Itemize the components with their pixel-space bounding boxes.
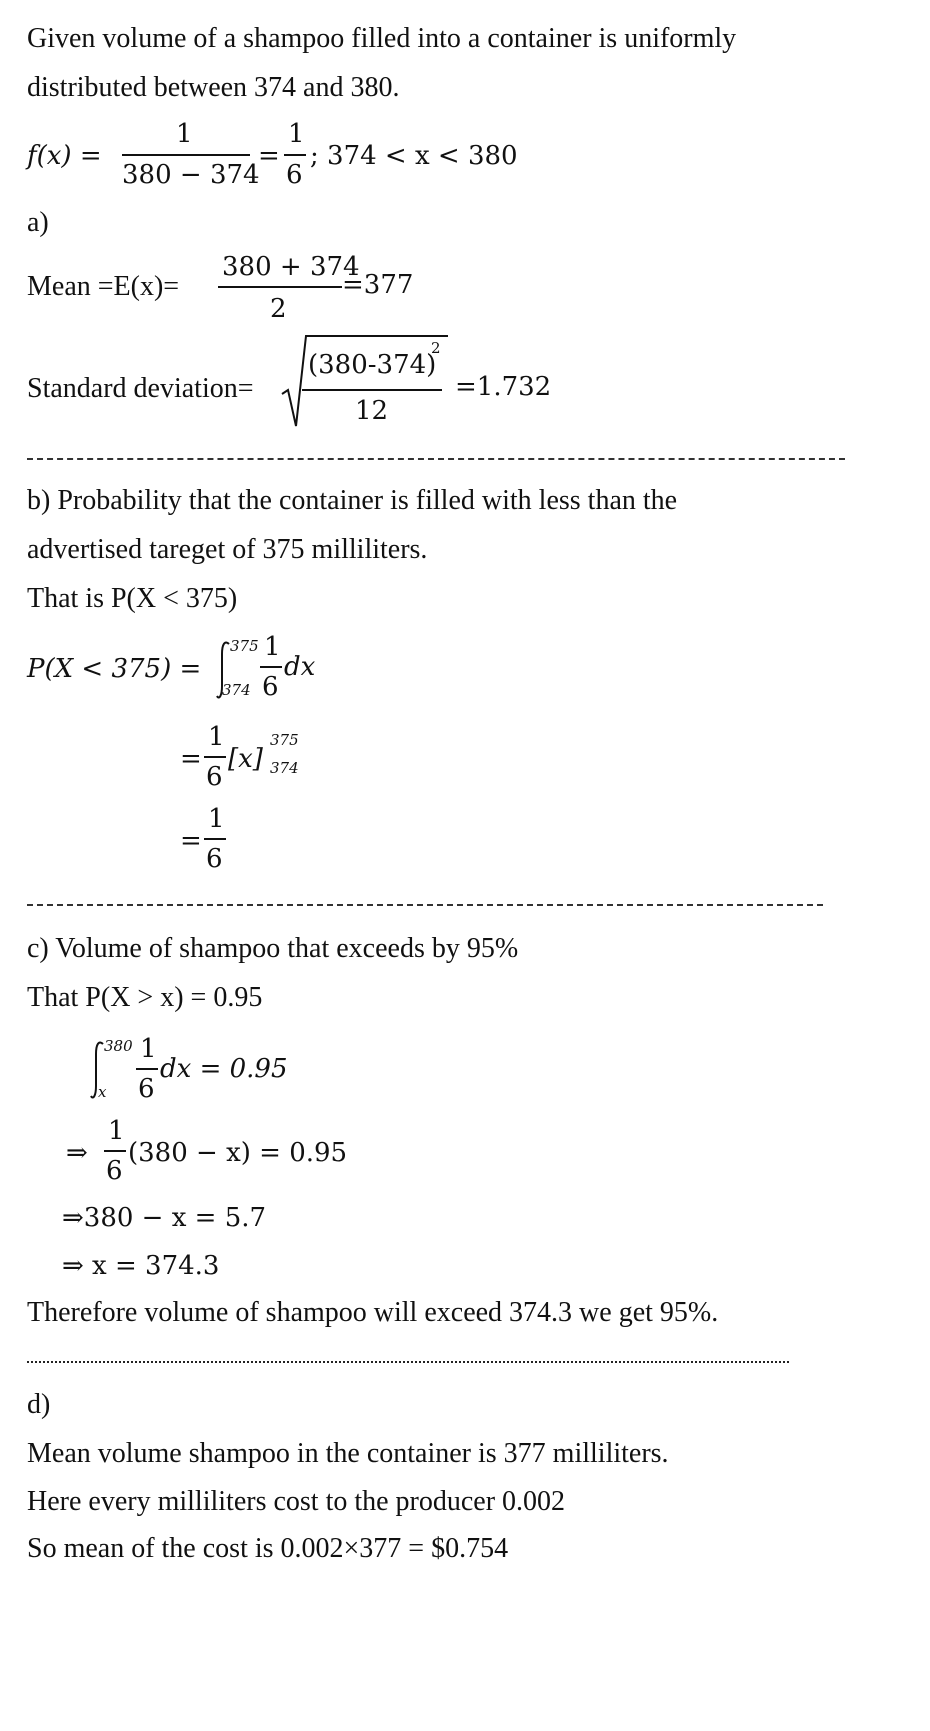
part-b-line-1: b) Probability that the container is filled with less than the	[27, 485, 678, 516]
prob-lhs: P(X < 375) =	[27, 654, 202, 684]
mean-numerator: 380 + 374	[222, 252, 360, 282]
volume-step2-bar	[104, 1150, 126, 1152]
step3-fraction-bar	[204, 838, 226, 840]
step2-denominator: 6	[206, 762, 223, 792]
mean-denominator: 2	[270, 294, 287, 324]
volume-step2-rhs: (380 − x) = 0.95	[128, 1138, 348, 1168]
volume-step-3: ⇒380 − x = 5.7	[62, 1203, 267, 1233]
sd-label: Standard deviation=	[27, 373, 254, 404]
pdf-equals: =	[258, 141, 280, 171]
volume-integrand-numerator: 1	[140, 1034, 157, 1064]
step2-lower-limit: 374	[270, 759, 299, 777]
pdf-fraction-bar-2	[284, 154, 306, 156]
volume-integrand-bar	[136, 1068, 158, 1070]
intro-line-2: distributed between 374 and 380.	[27, 72, 400, 103]
part-a-label: a)	[27, 207, 49, 238]
divider-3	[27, 1361, 789, 1363]
volume-step2-numerator: 1	[108, 1116, 125, 1146]
step2-equals: =	[180, 744, 202, 774]
part-d-line-2: Here every milliliters cost to the producer 0.002	[27, 1486, 566, 1517]
integral-lower-limit: 374	[222, 681, 251, 699]
step2-upper-limit: 375	[270, 731, 299, 749]
pdf-fraction-bar-1	[122, 154, 250, 156]
step2-fraction-bar	[204, 756, 226, 758]
divider-1	[27, 458, 845, 460]
part-c-that: That P(X > x) = 0.95	[27, 982, 263, 1013]
step3-numerator: 1	[208, 804, 225, 834]
volume-step-4: ⇒ x = 374.3	[62, 1251, 220, 1281]
part-d-line-1: Mean volume shampoo in the container is 377 milliliters.	[27, 1438, 669, 1469]
integrand-fraction-bar	[260, 666, 282, 668]
volume-step2-arrow: ⇒	[66, 1138, 88, 1168]
volume-step2-denominator: 6	[106, 1156, 123, 1186]
sd-result: =1.732	[455, 372, 552, 402]
divider-2	[27, 904, 823, 906]
mean-label: Mean =E(x)=	[27, 271, 180, 302]
integrand-dx: dx	[284, 652, 316, 682]
part-d-label: d)	[27, 1389, 51, 1420]
sd-numerator: (380-374)	[308, 350, 437, 380]
step2-bracket: [x]	[228, 744, 263, 774]
volume-integrand-denominator: 6	[138, 1074, 155, 1104]
integrand-numerator: 1	[264, 632, 281, 662]
step3-denominator: 6	[206, 844, 223, 874]
pdf-numerator-2: 1	[288, 119, 305, 149]
sd-denominator: 12	[355, 396, 389, 426]
pdf-lhs: f(x) =	[27, 141, 102, 171]
part-c-conclusion: Therefore volume of shampoo will exceed 374.3 we get 95%.	[27, 1297, 719, 1328]
step3-equals: =	[180, 826, 202, 856]
pdf-numerator-1: 1	[176, 119, 193, 149]
integrand-denominator: 6	[262, 672, 279, 702]
volume-integral-lower: x	[98, 1083, 107, 1101]
mean-result: =377	[342, 270, 414, 300]
integral-upper-limit: 375	[230, 637, 259, 655]
pdf-denominator-1: 380 − 374	[122, 160, 260, 190]
part-d-line-3: So mean of the cost is 0.002×377 = $0.754	[27, 1533, 509, 1564]
part-c-line-1: c) Volume of shampoo that exceeds by 95%	[27, 933, 519, 964]
pdf-range: ; 374 < x < 380	[310, 141, 518, 171]
part-b-line-2: advertised tareget of 375 milliliters.	[27, 534, 428, 565]
intro-line-1: Given volume of a shampoo filled into a container is uniformly	[27, 23, 737, 54]
pdf-denominator-2: 6	[286, 160, 303, 190]
volume-integral-rhs: dx = 0.95	[160, 1054, 288, 1084]
step2-numerator: 1	[208, 722, 225, 752]
sd-exponent: 2	[431, 339, 441, 357]
part-b-that-is: That is P(X < 375)	[27, 583, 238, 614]
volume-integral-upper: 380	[104, 1037, 133, 1055]
sd-fraction-bar	[302, 389, 442, 391]
mean-fraction-bar	[218, 286, 342, 288]
